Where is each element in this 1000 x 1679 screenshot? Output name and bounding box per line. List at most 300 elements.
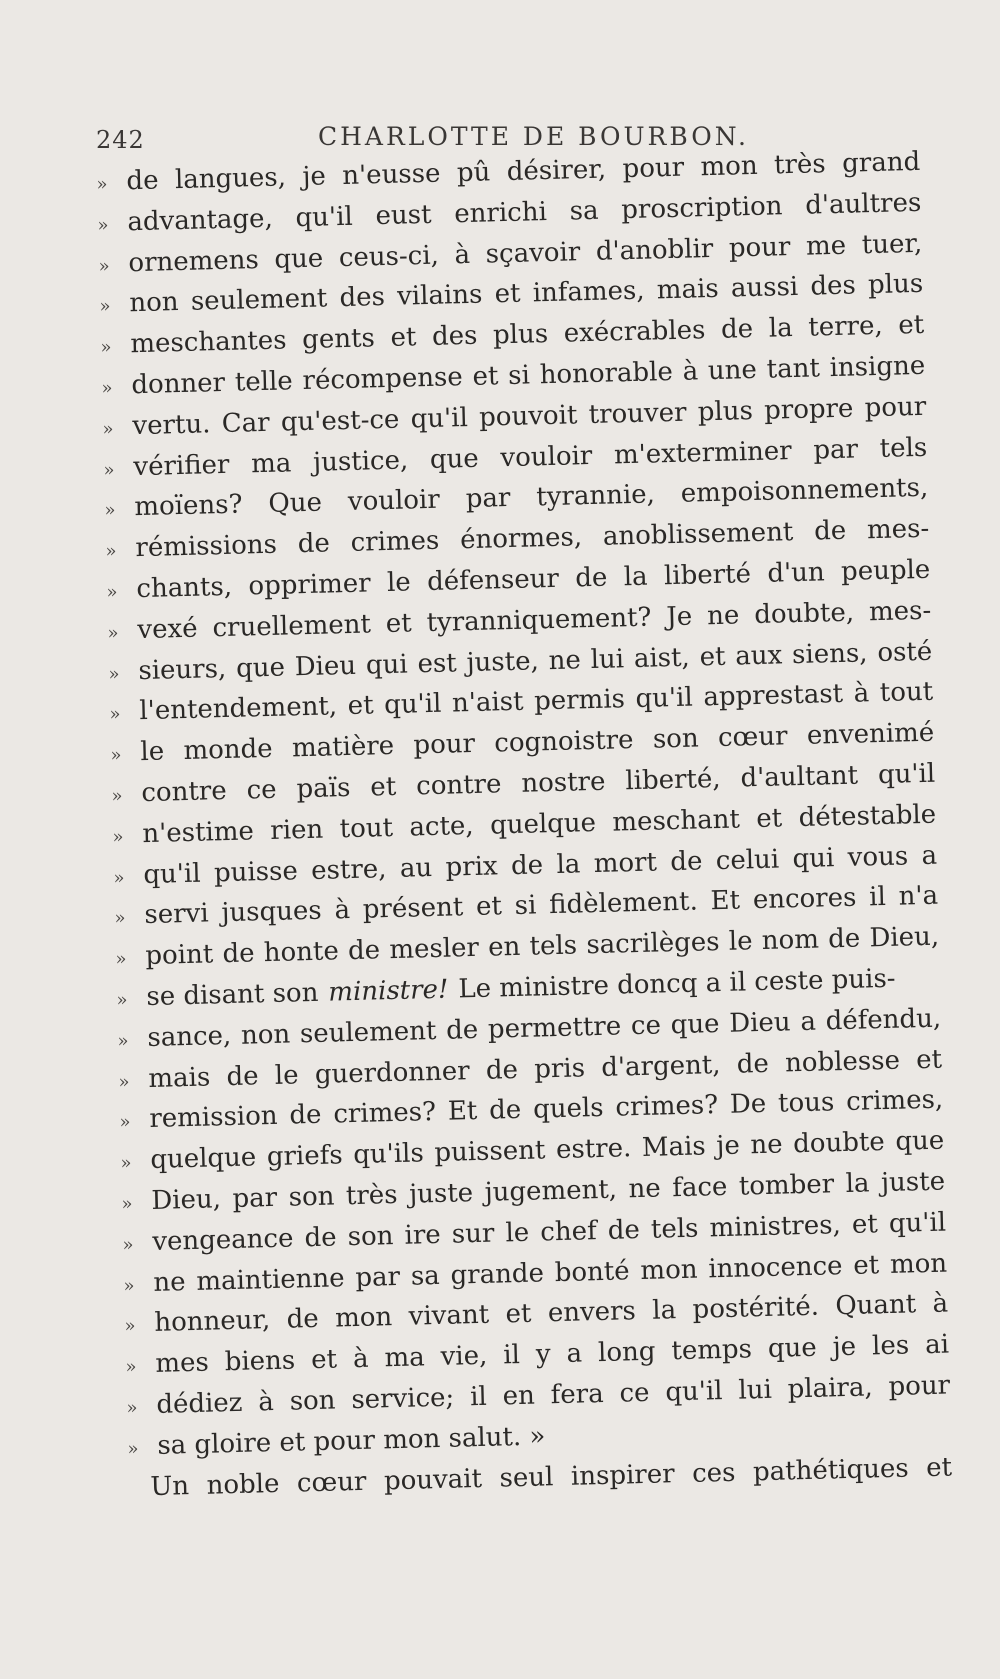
word: désirer, (506, 154, 607, 187)
word: tous (777, 1087, 835, 1119)
word: propre (763, 393, 854, 426)
word: mon (700, 150, 758, 183)
word: me (805, 230, 847, 262)
quote-mark: » (97, 214, 109, 236)
word: qu'est-ce (280, 404, 400, 438)
quote-mark: » (108, 663, 120, 685)
quote-mark: » (112, 826, 124, 848)
word: envenimé (806, 717, 935, 751)
word: Un (150, 1470, 190, 1502)
word: anoblissement (602, 517, 794, 552)
word: sance, (147, 1020, 232, 1053)
word: sur (451, 1218, 495, 1250)
word: qu'ils (352, 1138, 425, 1171)
word: prix (445, 850, 498, 883)
word: guerdonner (314, 1055, 470, 1090)
word: a (921, 840, 938, 871)
word: seulement (190, 283, 328, 318)
word: estre, (310, 853, 387, 886)
word: très (773, 149, 827, 181)
word: justice, (312, 445, 409, 478)
word: des (431, 320, 478, 353)
word: mon (889, 1248, 948, 1280)
word: mon (640, 1254, 698, 1286)
quote-mark: » (104, 500, 116, 522)
word: empoisonnements, (680, 473, 929, 510)
word: vengeance (152, 1223, 294, 1257)
word: au (399, 852, 433, 884)
word: mais (148, 1062, 211, 1094)
word: cœur (717, 721, 788, 754)
word: défendu, (825, 1003, 942, 1037)
word: seulement (299, 1015, 437, 1050)
word: puisse (213, 855, 299, 888)
quote-mark: » (101, 377, 113, 399)
quote-mark: » (109, 703, 121, 726)
word: récompense (302, 362, 464, 396)
word: que (895, 1125, 945, 1157)
word: tant (766, 353, 821, 385)
word: vilains (396, 279, 483, 313)
word: ne (153, 1266, 186, 1298)
word: permettre (487, 1011, 622, 1045)
word: long (597, 1336, 656, 1369)
word: qu'il (635, 682, 694, 715)
word: l'entendement, (139, 691, 338, 727)
word: et (390, 322, 417, 354)
word: tuer, (861, 228, 923, 260)
word: que (429, 443, 480, 475)
word: jusques (221, 896, 323, 929)
word: biens (224, 1345, 296, 1378)
word: nostre (521, 766, 606, 799)
word: le (140, 736, 165, 768)
word: Dieu (294, 650, 357, 682)
word: d'aultres (804, 187, 922, 221)
word: mes- (866, 513, 930, 546)
word: et (897, 310, 925, 341)
word: ire (404, 1219, 442, 1251)
word: crimes, (845, 1084, 944, 1118)
word: pû (456, 157, 491, 189)
word: infames, (532, 276, 645, 309)
word: inspirer (570, 1458, 675, 1492)
word: m'exterminer (613, 435, 792, 471)
word: pour (864, 391, 927, 424)
word: la (651, 1295, 677, 1327)
word: de (126, 165, 159, 197)
word: qui (365, 649, 408, 681)
word: fidèlement. (548, 886, 699, 921)
word: de (736, 1048, 770, 1080)
word: contre (415, 769, 502, 802)
word: doubte, (753, 597, 855, 630)
word: la (845, 1168, 870, 1199)
word: peuple (840, 554, 931, 587)
word: et (915, 1044, 943, 1075)
word: énormes, (459, 522, 583, 556)
word: ministres, (709, 1209, 842, 1244)
quote-mark: » (126, 1397, 138, 1419)
word: n'a (898, 880, 939, 912)
word: si (514, 890, 537, 922)
word: crimes? (333, 1097, 437, 1130)
quote-mark: » (122, 1234, 134, 1256)
word: à (257, 1386, 275, 1418)
word: défenseur (426, 563, 560, 597)
word: sa (569, 195, 599, 227)
line-text-part: Le ministre doncq a il ceste puis- (458, 963, 896, 1005)
word: je (715, 1130, 741, 1162)
word: ne (628, 1173, 662, 1205)
word: chants, (136, 571, 233, 605)
word: cognoistre (493, 725, 634, 759)
quote-mark: » (106, 581, 118, 603)
page-number: 242 (96, 126, 145, 154)
word: et (755, 803, 783, 834)
word: il (469, 1381, 488, 1413)
word: pouvait (383, 1463, 483, 1496)
word: terre, (807, 311, 884, 343)
word: son (289, 1385, 336, 1417)
quote-mark: » (124, 1315, 136, 1337)
word: son (652, 723, 700, 755)
quote-mark: » (98, 255, 110, 277)
word: eust (375, 199, 432, 231)
word: de (297, 528, 331, 560)
word: chef (539, 1215, 598, 1248)
word: de (574, 562, 608, 594)
word: mais (656, 274, 720, 306)
word: Et (710, 885, 741, 917)
word: tels (879, 432, 928, 464)
word: et (925, 1451, 953, 1483)
word: qu'il (383, 689, 442, 721)
word: d'aultant (740, 760, 859, 794)
word: son (347, 1220, 394, 1252)
word: et (699, 641, 726, 672)
word: noble (206, 1468, 280, 1501)
word: mes- (868, 595, 932, 628)
word: aussi (730, 272, 799, 304)
word: honte (263, 936, 340, 969)
word: le (274, 1059, 299, 1091)
quote-mark: » (99, 296, 111, 318)
word: très (345, 1179, 398, 1212)
quote-mark: » (113, 867, 125, 889)
word: et (505, 1299, 532, 1330)
word: qu'il (888, 1207, 947, 1239)
word: monde (183, 734, 273, 767)
word: gents (301, 323, 376, 356)
word: griefs (266, 1140, 343, 1173)
word: vouloir (347, 485, 441, 518)
word: sçavoir (485, 236, 581, 270)
word: une (707, 354, 758, 387)
word: et (310, 1344, 338, 1376)
word: postérité. (692, 1291, 820, 1326)
word: point (145, 939, 214, 972)
word: tomber (738, 1169, 835, 1202)
quote-mark: » (103, 459, 115, 481)
word: il (502, 1340, 521, 1371)
word: matière (291, 731, 395, 764)
word: ce (246, 774, 277, 806)
word: bonté (554, 1255, 630, 1288)
body-text (96, 142, 953, 1508)
quote-mark: » (121, 1193, 133, 1215)
word: face (671, 1171, 728, 1204)
word: d'argent, (600, 1049, 721, 1083)
quote-mark: » (117, 1030, 129, 1052)
word: doubte (792, 1127, 886, 1160)
word: sieurs, (138, 653, 227, 686)
word: ne (706, 600, 740, 631)
word: meschantes (130, 325, 287, 360)
word: que (274, 243, 324, 275)
word: juste (408, 1178, 474, 1210)
word: et (385, 608, 413, 639)
word: De (729, 1089, 767, 1121)
word: d'un (767, 557, 826, 589)
word: rémissions (135, 529, 278, 564)
word: Que (268, 487, 323, 520)
word: n'aist (451, 687, 524, 719)
word: pour (888, 1370, 951, 1402)
word: ne (548, 644, 582, 676)
word: osté (876, 636, 933, 668)
quote-mark: » (115, 948, 127, 970)
word: exécrables (563, 315, 706, 349)
word: plus (867, 269, 924, 301)
word: liberté (663, 559, 752, 592)
quote-mark: » (114, 907, 126, 930)
quote-mark: » (123, 1274, 135, 1297)
word: cœur (296, 1466, 367, 1498)
word: servi (144, 898, 209, 931)
word: des (339, 282, 386, 314)
word: Mais (641, 1131, 707, 1164)
quote-mark: » (120, 1152, 132, 1174)
word: pouvoit (478, 400, 578, 433)
quote-mark: » (105, 540, 117, 563)
word: plus (697, 395, 754, 428)
word: vie, (440, 1340, 488, 1373)
word: de (226, 1060, 259, 1092)
quote-mark: » (102, 418, 114, 440)
word: a (566, 1338, 583, 1369)
word: envers (547, 1296, 637, 1329)
word: crimes? (615, 1090, 719, 1123)
word: des (810, 270, 857, 302)
word: je (832, 1331, 857, 1363)
word: siens, (791, 637, 868, 670)
word: n'estime (142, 816, 255, 849)
word: païs (296, 772, 351, 805)
word: ai (924, 1329, 950, 1361)
word: seul (499, 1461, 554, 1494)
word: détestable (798, 799, 937, 833)
word: de (347, 935, 381, 967)
word: qu'il (877, 758, 936, 791)
word: et (494, 279, 521, 310)
word: remission (149, 1101, 278, 1135)
quote-mark: » (110, 744, 122, 766)
word: et (347, 690, 374, 722)
word: encores (752, 882, 857, 916)
word: liberté, (625, 763, 721, 797)
word: acte, (409, 810, 474, 843)
word: vexé (137, 613, 198, 645)
italic-word: ministre! (327, 974, 449, 1008)
word: y (535, 1339, 551, 1370)
word: honorable (539, 356, 674, 391)
word: à (454, 239, 471, 270)
word: pour (413, 729, 476, 761)
quote-mark: » (100, 336, 112, 359)
word: opprimer (248, 568, 371, 602)
word: mesler (389, 933, 480, 966)
word: grand (841, 146, 921, 179)
word: ces (691, 1457, 736, 1489)
word: pour (622, 152, 685, 185)
word: par (232, 1182, 278, 1214)
word: pris (533, 1052, 586, 1085)
word: moïens? (134, 489, 243, 523)
word: lui (738, 1374, 773, 1406)
word: apprestast (703, 679, 844, 713)
word: vérifier (133, 449, 230, 482)
word: par (465, 483, 511, 515)
word: à (334, 895, 351, 926)
word: fera (550, 1378, 605, 1411)
word: juste, (466, 645, 540, 678)
word: Dieu (728, 1007, 791, 1039)
word: sacrilèges (586, 927, 720, 961)
word: tout (339, 812, 394, 844)
word: ornemens (128, 244, 260, 278)
word: lui (590, 643, 625, 675)
word: proscription (620, 191, 783, 225)
word: nom (761, 924, 820, 957)
word: rien (269, 814, 324, 846)
word: de (669, 845, 703, 877)
line-text-part: se disant son (146, 977, 319, 1012)
word: insigne (829, 350, 926, 384)
quote-mark: » (125, 1356, 137, 1378)
word: ceus-ci, (338, 240, 440, 273)
word: sa (410, 1260, 441, 1292)
word: de (813, 515, 847, 547)
word: pathétiques (752, 1453, 909, 1487)
word: enrichi (453, 196, 548, 230)
word: que (767, 1332, 818, 1365)
word: la (623, 561, 648, 593)
word: si (507, 360, 531, 391)
word: grande (450, 1257, 545, 1291)
word: qu'il (143, 858, 201, 890)
word: aist, (633, 642, 691, 674)
word: par (813, 434, 859, 466)
word: quels (532, 1093, 604, 1125)
word: de (510, 849, 544, 881)
word: service; (351, 1382, 455, 1416)
word: et (369, 771, 397, 803)
word: la (556, 848, 581, 880)
word: de (607, 1214, 641, 1246)
word: Dieu, (869, 921, 940, 954)
word: qu'il (410, 402, 469, 435)
word: les (871, 1330, 910, 1362)
word: et (472, 361, 499, 392)
word: à (932, 1288, 949, 1320)
word: de (720, 314, 754, 345)
word: tout (879, 677, 934, 709)
word: le (728, 926, 753, 957)
word: langues, (174, 162, 287, 196)
word: juste (880, 1166, 946, 1199)
word: présent (362, 892, 464, 926)
word: son (288, 1181, 335, 1213)
word: de (304, 1222, 337, 1253)
word: innocence (708, 1250, 843, 1284)
word: quelque (150, 1142, 257, 1176)
word: cruellement (212, 609, 372, 644)
word: par (355, 1261, 401, 1293)
line-text: sa gloire et pour mon salut. » (157, 1421, 546, 1461)
word: n'eusse (341, 158, 441, 191)
word: vivant (408, 1300, 490, 1333)
word: qu'il (665, 1375, 723, 1408)
word: dédiez (156, 1387, 243, 1420)
word: en (502, 1380, 536, 1412)
word: Dieu, (151, 1184, 222, 1216)
word: à (682, 356, 699, 387)
word: qui (792, 842, 835, 874)
word: le (505, 1217, 530, 1249)
word: estre. (555, 1133, 632, 1166)
word: non (240, 1019, 291, 1051)
word: je (302, 161, 327, 192)
word: ma (250, 447, 292, 479)
word: la (768, 313, 794, 344)
word: à (352, 1343, 369, 1375)
word: de (485, 1054, 519, 1086)
word: et (852, 1249, 880, 1281)
word: à (853, 678, 870, 710)
word: honneur, (154, 1305, 271, 1339)
word: tyranniquement? (426, 602, 652, 638)
word: plaira, (787, 1372, 874, 1405)
word: tyrannie, (535, 479, 656, 513)
word: crimes (350, 525, 440, 559)
running-title: CHARLOTTE DE BOURBON. (318, 122, 749, 151)
word: celui (715, 844, 780, 876)
word: jugement, (484, 1174, 618, 1208)
word: ce (619, 1377, 650, 1409)
word: que (670, 1008, 720, 1040)
word: maintienne (196, 1262, 345, 1297)
word: puissent (434, 1135, 546, 1169)
word: vous (847, 840, 909, 873)
word: tels (529, 930, 578, 962)
word: d'anoblir (595, 233, 714, 267)
word: mort (593, 847, 658, 879)
word: en (487, 932, 521, 963)
word: tels (650, 1213, 699, 1245)
word: a (800, 1006, 817, 1037)
word: de (222, 938, 255, 970)
